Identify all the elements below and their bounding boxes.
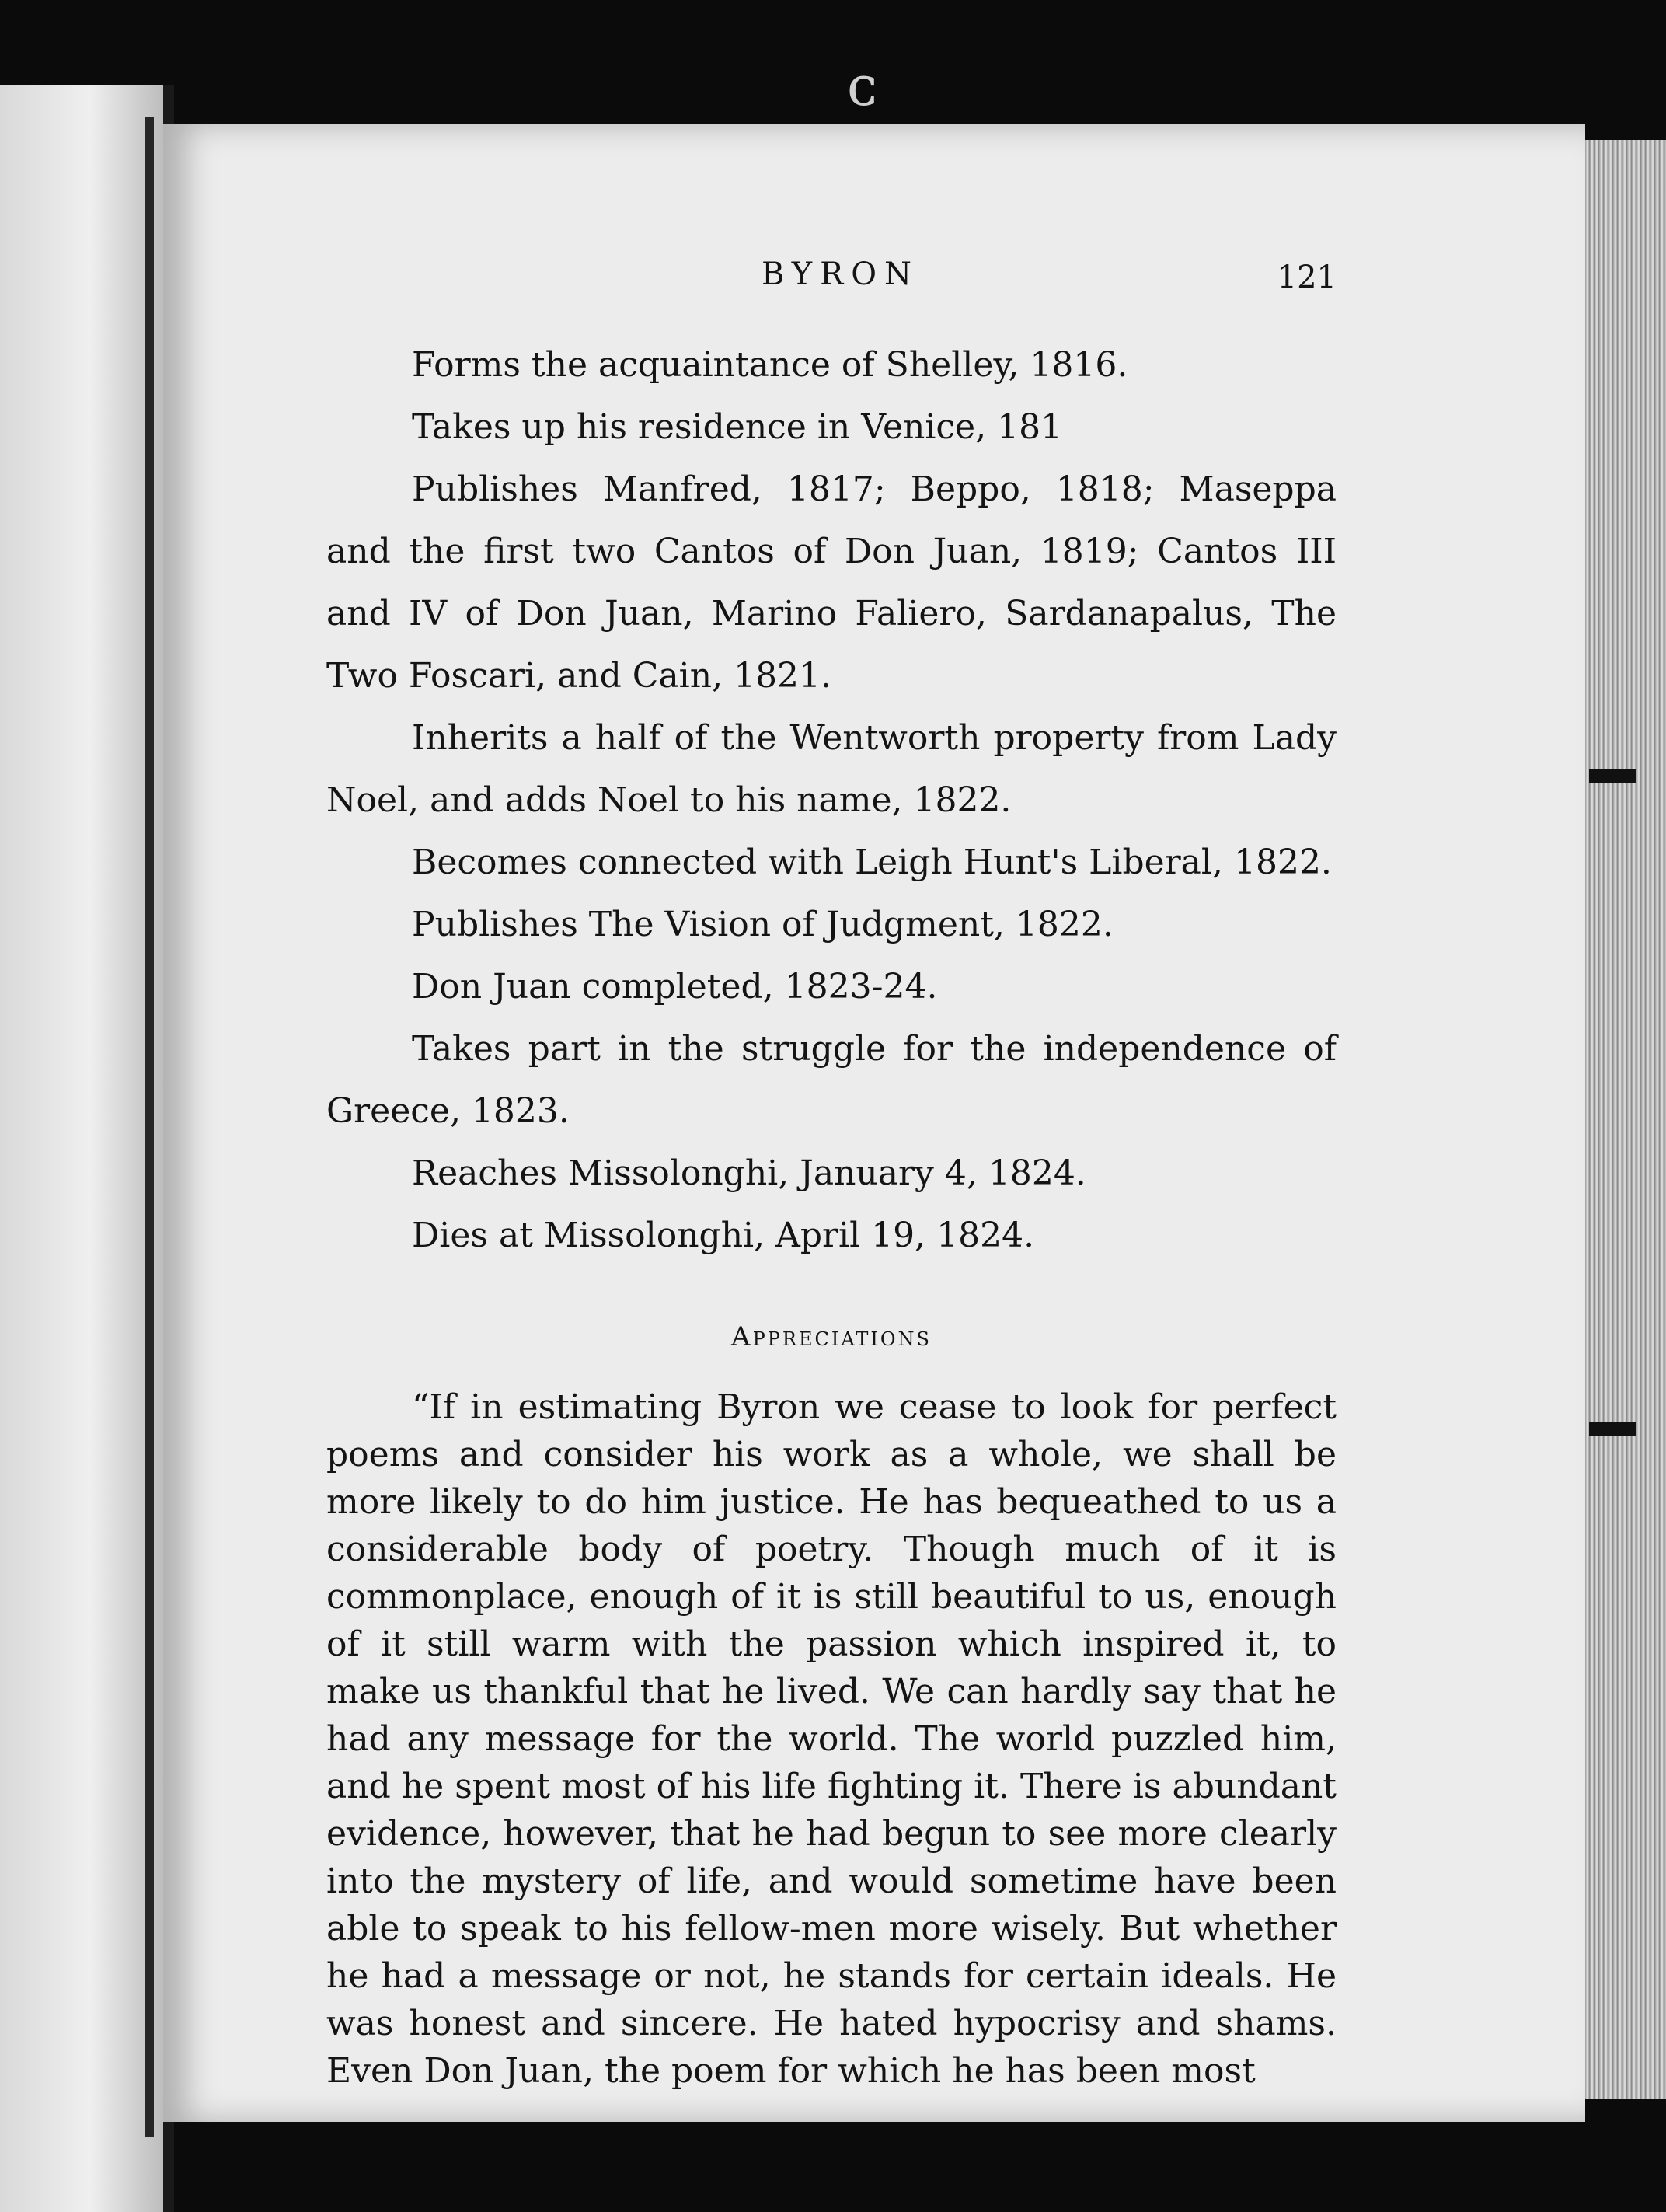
page-text [326, 249, 1337, 2095]
edge-mark [1589, 769, 1636, 783]
running-head: BYRON [762, 256, 920, 292]
chronology-entry: Forms the acquaintance of Shelley, 1816. [412, 345, 1128, 385]
edge-mark [1589, 1422, 1636, 1436]
page-header [326, 249, 1337, 311]
chronology-entry: Becomes connected with Leigh Hunt's Liberal, 1822. [412, 843, 1332, 882]
chronology-entry: Reaches Missolonghi, January 4, 1824. [412, 1153, 1086, 1193]
chronology-entry: Takes part in the struggle for the independence of Greece, 1823. [326, 1029, 1337, 1131]
chronology-list [326, 334, 1337, 1267]
chronology-entry: Publishes Manfred, 1817; Beppo, 1818; Maseppa and the first two Cantos of Don Juan, 1819; Cantos III and IV of Don Juan, Marino Faliero, Sardanapalus, The Two Foscari, and Cain, 1821. [326, 469, 1337, 696]
chronology-entry: Don Juan completed, 1823-24. [412, 967, 938, 1007]
chronology-entry: Publishes The Vision of Judgment, 1822. [412, 905, 1114, 944]
page-number: 121 [1277, 260, 1337, 295]
chronology-entry: Takes up his residence in Venice, 181 [412, 407, 1063, 447]
page-edges [1585, 140, 1666, 2099]
book-gutter [145, 117, 154, 2137]
chronology-entry: Dies at Missolonghi, April 19, 1824. [412, 1216, 1035, 1255]
appreciation-quote: “If in estimating Byron we cease to look for perfect poems and consider his work as a whole, we shall be more likely to do him justice. He has bequeathed to us a considerable body of poetry. Though much of it is commonplace, enough of it is still beautiful to us, enough of it still warm with the passion which inspired it, to make us thankful that he lived. We can hardly say that he had any message for the world. The world puzzled him, and he spent most of his life fighting it. There is abundant evidence, however, that he had begun to see more clearly into the mystery of life, and would sometime have been able to speak to his fellow-men more wisely. But whether he had a message or not, he stands for certain ideals. He was honest and sincere. He hated hypocrisy and shams. Even Don Juan, the poem for which he has been most [326, 1387, 1337, 2091]
chronology-entry: Inherits a half of the Wentworth property from Lady Noel, and adds Noel to his name, 1822. [326, 718, 1337, 820]
scan-artifact-icon: ᴄ [847, 54, 878, 118]
section-title: Appreciations [731, 1321, 932, 1352]
